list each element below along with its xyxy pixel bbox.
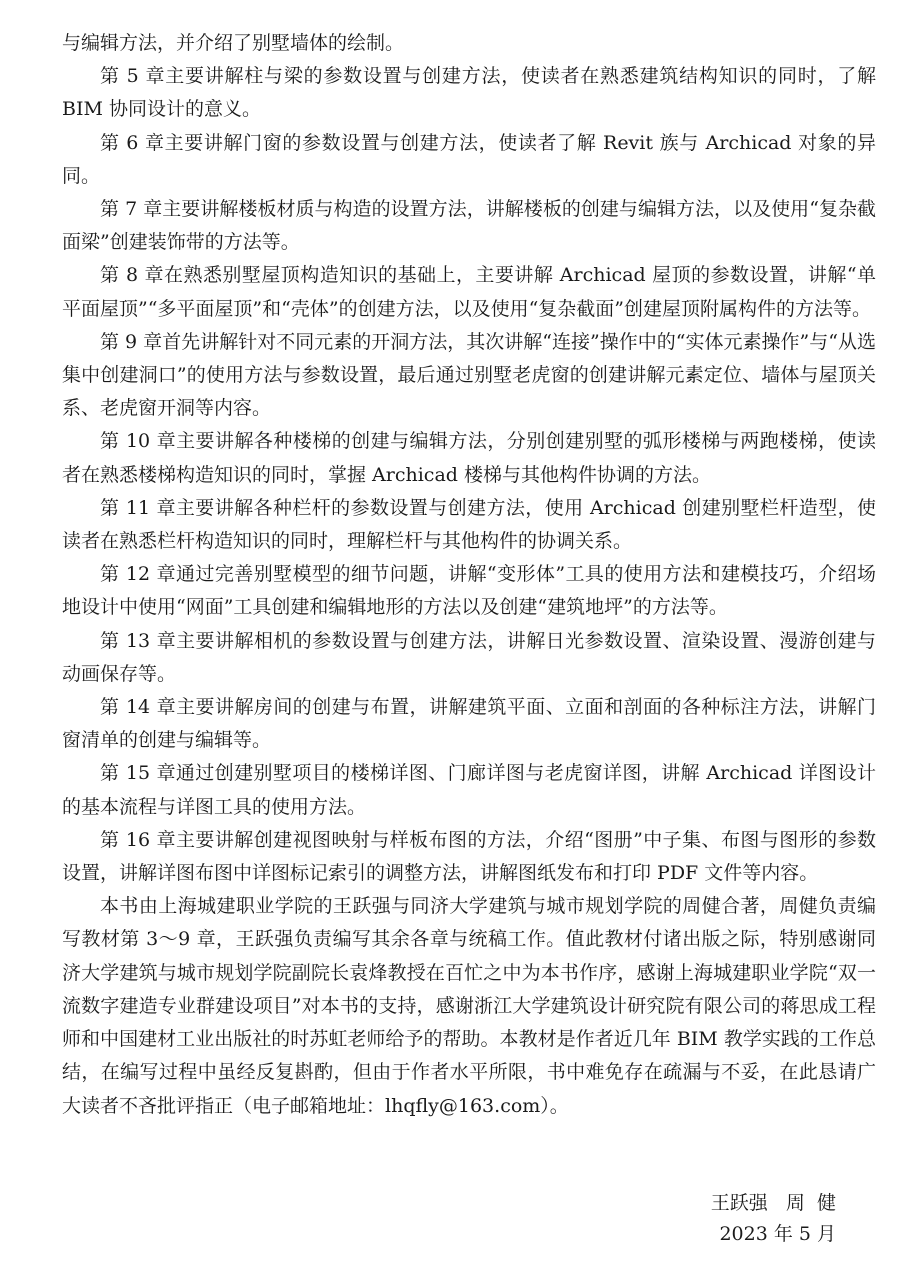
paragraph-chapter-14: 第 14 章主要讲解房间的创建与布置，讲解建筑平面、立面和剖面的各种标注方法，讲解门窗清单的创建与编辑等。 (62, 696, 876, 752)
paragraph-chapter-13: 第 13 章主要讲解相机的参数设置与创建方法，讲解日光参数设置、渲染设置、漫游创建与动画保存等。 (62, 629, 876, 685)
paragraph-chapter-12: 第 12 章通过完善别墅模型的细节问题，讲解“变形体”工具的使用方法和建模技巧，介绍场地设计中使用“网面”工具创建和编辑地形的方法以及创建“建筑地坪”的方法等。 (62, 563, 876, 619)
paragraph-chapter-9: 第 9 章首先讲解针对不同元素的开洞方法，其次讲解“连接”操作中的“实体元素操作”与“从选集中创建洞口”的使用方法与参数设置，最后通过别墅老虎窗的创建讲解元素定位、墙体与屋顶关系、老虎窗开洞等内容。 (62, 330, 876, 420)
signature-block (711, 1188, 836, 1250)
paragraph-chapter-8: 第 8 章在熟悉别墅屋顶构造知识的基础上，主要讲解 Archicad 屋顶的参数设置，讲解“单平面屋顶”“多平面屋顶”和“壳体”的创建方法，以及使用“复杂截面”创建屋顶附属构件的方法等。 (62, 264, 876, 320)
paragraph-chapter-6: 第 6 章主要讲解门窗的参数设置与创建方法，使读者了解 Revit 族与 Archicad 对象的异同。 (62, 131, 876, 187)
paragraph-chapter-7: 第 7 章主要讲解楼板材质与构造的设置方法，讲解楼板的创建与编辑方法，以及使用“复杂截面梁”创建装饰带的方法等。 (62, 198, 876, 254)
document-body (62, 27, 876, 1123)
paragraph-chapter-11: 第 11 章主要讲解各种栏杆的参数设置与创建方法，使用 Archicad 创建别墅栏杆造型，使读者在熟悉栏杆构造知识的同时，理解栏杆与其他构件的协调关系。 (62, 496, 876, 553)
paragraph-continuation: 与编辑方法，并介绍了别墅墙体的绘制。 (62, 32, 405, 54)
signature-date: 2023 年 5 月 (719, 1223, 836, 1245)
signature-authors: 王跃强 周 健 (710, 1192, 836, 1214)
paragraph-chapter-5: 第 5 章主要讲解柱与梁的参数设置与创建方法，使读者在熟悉建筑结构知识的同时，了解 BIM 协同设计的意义。 (62, 65, 876, 121)
paragraph-acknowledgements: 本书由上海城建职业学院的王跃强与同济大学建筑与城市规划学院的周健合著，周健负责编写教材第 3～9 章，王跃强负责编写其余各章与统稿工作。值此教材付诸出版之际，特别感谢同济大学建筑与城市规划学院副院长袁烽教授在百忙之中为本书作序，感谢上海城建职业学院“双一流数字建造专业群建设项目”对本书的支持，感谢浙江大学建筑设计研究院有限公司的蒋思成工程师和中国建材工业出版社的时苏虹老师给予的帮助。本教材是作者近几年 BIM 教学实践的工作总结，在编写过程中虽经反复斟酌，但由于作者水平所限，书中难免存在疏漏与不妥，在此恳请广大读者不吝批评指正（电子邮箱地址：lhqfly@163.com）。 (62, 895, 876, 1117)
paragraph-chapter-10: 第 10 章主要讲解各种楼梯的创建与编辑方法，分别创建别墅的弧形楼梯与两跑楼梯，使读者在熟悉楼梯构造知识的同时，掌握 Archicad 楼梯与其他构件协调的方法。 (62, 430, 876, 486)
paragraph-chapter-16: 第 16 章主要讲解创建视图映射与样板布图的方法，介绍“图册”中子集、布图与图形的参数设置，讲解详图布图中详图标记索引的调整方法，讲解图纸发布和打印 PDF 文件等内容。 (62, 828, 876, 885)
paragraph-chapter-15: 第 15 章通过创建别墅项目的楼梯详图、门廊详图与老虎窗详图，讲解 Archicad 详图设计的基本流程与详图工具的使用方法。 (62, 762, 876, 818)
